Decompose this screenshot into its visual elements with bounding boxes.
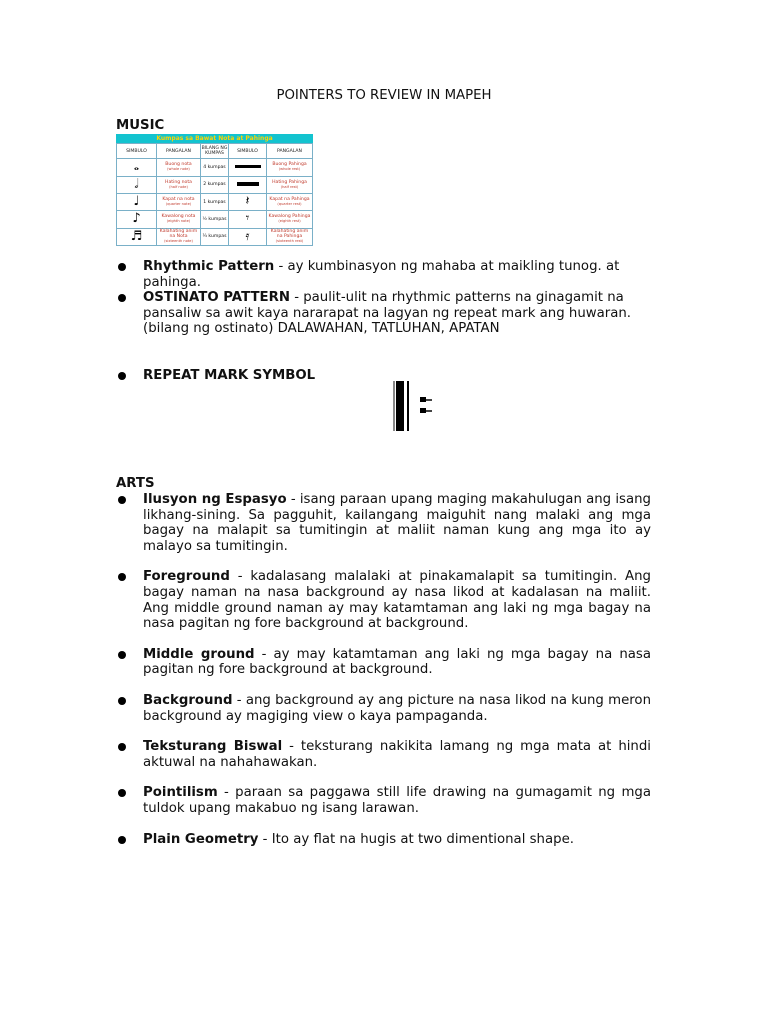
list-item	[116, 785, 651, 816]
bullet-icon	[118, 496, 126, 504]
note-english: (sixteenth note)	[164, 239, 193, 244]
beat-count: 2 kumpas	[201, 176, 229, 193]
eighth-rest-icon: 𝄾	[229, 211, 267, 228]
definition: - Ito ay flat na hugis at two dimentional shape.	[258, 831, 574, 847]
arts-list	[116, 492, 651, 847]
note-name: Buong nota	[165, 162, 192, 168]
list-item	[116, 569, 651, 631]
table-row	[117, 228, 313, 245]
quarter-rest-icon: 𝄽	[229, 193, 267, 210]
ostinato-types: (bilang ng ostinato) DALAWAHAN, TATLUHAN, APATAN	[143, 321, 500, 337]
rest-english: (half rest)	[280, 184, 299, 189]
list-item	[116, 368, 651, 384]
definition: - ay may katamtaman ang laki ng mga bagay na nasa pagitan ng fore background at background.	[143, 646, 651, 678]
header-simbulo: SIMBULO	[117, 144, 157, 159]
definition: - ang background ay ang picture na nasa likod na kung meron background ay magiging view o kaya pampaganda.	[143, 692, 651, 724]
note-english: (half note)	[169, 184, 188, 189]
definition: - teksturang nakikita lamang ng mga mata at hindi aktuwal na nahahawakan.	[143, 739, 651, 770]
definition: - isang paraan upang maging makahulugan ang isang likhang-sining. Sa pagguhit, kailangang maiguhit nang malaki ang mga bagay na malapit sa tumitingin at maliit naman kung ang mga ito ay malayo sa tumitingin.	[143, 492, 651, 554]
definition: - paulit-ulit na rhythmic patterns na ginagamit na pansaliw sa awit kaya nararapat na lagyan ng repeat mark ang huwaran.	[143, 290, 632, 321]
beat-count: ½ kumpas	[201, 211, 229, 228]
beat-count: 1 kumpas	[201, 193, 229, 210]
bullet-icon	[118, 294, 126, 302]
list-item	[116, 492, 651, 554]
list-item	[116, 693, 651, 724]
bullet-icon	[118, 743, 126, 751]
sixteenth-note-icon: ♬	[117, 228, 157, 245]
document-title: POINTERS TO REVIEW IN MAPEH	[276, 88, 492, 103]
definition: - kadalasang malalaki at pinakamalapit sa tumitingin. Ang bagay naman na nasa background ay nasa likod at kadalasan na maliit. Ang middle ground naman ay may katamtaman ang laki ng mga bagay na nasa pagitan ng fore background at background.	[143, 569, 651, 632]
repeat-mark-icon	[390, 381, 436, 431]
note-table-header	[117, 144, 313, 159]
term: Ilusyon ng Espasyo	[143, 492, 287, 507]
beat-count: ¼ kumpas	[201, 228, 229, 245]
list-item	[116, 832, 651, 848]
arts-heading: ARTS	[116, 476, 155, 491]
beat-count: 4 kumpas	[201, 159, 229, 176]
list-item	[116, 647, 651, 678]
term: Pointilism	[143, 785, 218, 801]
rest-name: Kapat na Pahinga	[269, 197, 310, 203]
header-bilang: BILANG NG KUMPAS	[201, 144, 229, 159]
note-english: (whole note)	[167, 167, 190, 172]
header-pangalan: PANGALAN	[157, 144, 201, 159]
bullet-icon	[118, 836, 126, 844]
term: Plain Geometry	[143, 831, 259, 847]
term: Background	[143, 692, 233, 708]
whole-note-icon: 𝅝	[117, 159, 157, 176]
rest-english: (whole rest)	[278, 167, 301, 172]
table-row	[117, 193, 313, 210]
bullet-icon	[118, 263, 126, 271]
note-name: Kawalong nota	[161, 214, 196, 220]
bullet-icon	[118, 697, 126, 705]
note-name: Hating nota	[165, 179, 192, 185]
note-table-caption: Kumpas sa Bawat Nota at Pahinga	[116, 134, 313, 143]
term: Teksturang Biswal	[143, 739, 283, 755]
whole-rest-icon	[229, 159, 267, 176]
term: Rhythmic Pattern	[143, 259, 275, 274]
note-english: (eighth note)	[166, 219, 191, 224]
term: REPEAT MARK SYMBOL	[143, 367, 316, 383]
quarter-note-icon: ♩	[117, 193, 157, 210]
rest-name: Kalahating anim na Pahinga	[270, 229, 309, 240]
sixteenth-rest-icon: 𝄿	[229, 228, 267, 245]
definition: - paraan sa paggawa still life drawing na gumagamit ng mga tuldok upang makabuo ng isang larawan.	[143, 785, 651, 816]
term: Foreground	[143, 569, 230, 585]
bullet-icon	[118, 573, 126, 581]
rest-name: Hating Pahinga	[272, 179, 307, 185]
header-pangalan-rest: PANGALAN	[267, 144, 313, 159]
note-rest-table	[116, 134, 313, 246]
rest-english: (eighth rest)	[278, 219, 301, 224]
table-row	[117, 159, 313, 176]
definition: - ay kumbinasyon ng mahaba at maikling tunog. at pahinga.	[143, 259, 620, 290]
table-row	[117, 211, 313, 228]
bullet-icon	[118, 372, 126, 380]
rest-english: (quarter rest)	[277, 202, 302, 207]
note-english: (quarter note)	[165, 202, 192, 207]
term: Middle ground	[143, 646, 255, 662]
music-heading: MUSIC	[116, 118, 165, 133]
bullet-icon	[118, 789, 126, 797]
list-item	[116, 290, 651, 337]
term: OSTINATO PATTERN	[143, 290, 290, 306]
rest-name: Kawalong Pahinga	[268, 214, 311, 220]
list-item	[116, 259, 651, 290]
header-simbulo-rest: SIMBULO	[229, 144, 267, 159]
half-rest-icon	[229, 176, 267, 193]
half-note-icon: 𝅗𝅥	[117, 176, 157, 193]
music-list	[116, 259, 651, 384]
note-name: Kalahating anim na Nota	[159, 229, 198, 240]
table-row	[117, 176, 313, 193]
rest-name: Buong Pahinga	[272, 162, 307, 168]
bullet-icon	[118, 651, 126, 659]
rest-english: (sixteenth rest)	[275, 239, 304, 244]
list-item	[116, 739, 651, 770]
note-name: Kapat na nota	[162, 197, 195, 203]
eighth-note-icon: ♪	[117, 211, 157, 228]
